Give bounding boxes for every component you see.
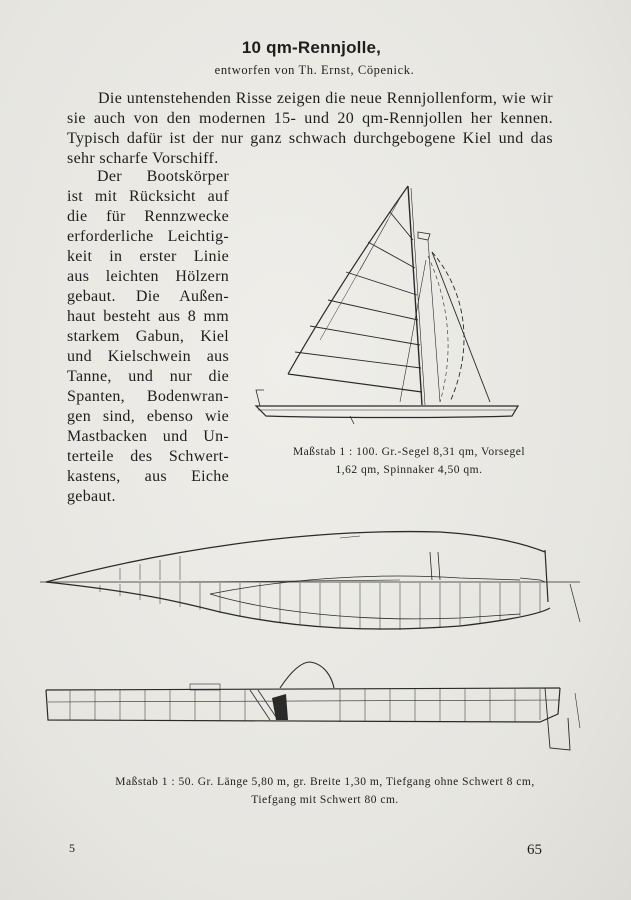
caption-line: Tiefgang mit Schwert 80 cm. xyxy=(251,794,399,806)
text-line: gebaut. xyxy=(67,488,116,505)
hull-profile-drawing xyxy=(40,658,600,763)
text-line: aus leichten Hölzern xyxy=(67,268,229,285)
hull-caption xyxy=(40,773,610,809)
caption-line: Maßstab 1 : 50. Gr. Länge 5,80 m, gr. Breite 1,30 m, Tiefgang ohne Schwert 8 cm, xyxy=(115,776,535,788)
text-line: gebaut. Die Außen- xyxy=(67,288,229,305)
sail-plan-caption xyxy=(244,443,574,479)
intro-paragraph: Die untenstehenden Risse zeigen die neue Rennjollenform, wie wir sie auch von den modernen 15- und 20 qm-Rennjollen her kennen. Typisch dafür ist der nur ganz schwach durchgebogene Kiel und das sehr scharfe Vorschiff. xyxy=(67,90,553,167)
text-line: haut besteht aus 8 mm xyxy=(67,308,229,325)
text-line: erforderliche Leichtig- xyxy=(67,228,229,245)
text-line: starkem Gabun, Kiel xyxy=(67,328,229,345)
text-line: und Kielschwein aus xyxy=(67,348,229,365)
hull-plan-drawing xyxy=(40,522,600,647)
construction-paragraph xyxy=(67,167,229,507)
article-title: 10 qm-Rennjolle, xyxy=(241,38,382,57)
caption-line: Maßstab 1 : 100. Gr.-Segel 8,31 qm, Vorsegel xyxy=(292,446,526,458)
text-line: die für Rennzwecke xyxy=(67,208,229,225)
caption-line: 1,62 qm, Spinnaker 4,50 qm. xyxy=(335,464,483,476)
text-line: kastens, aus Eiche xyxy=(67,468,229,485)
page-number: 65 xyxy=(527,842,542,858)
article-subtitle: entworfen von Th. Ernst, Cöpenick. xyxy=(214,63,415,77)
sail-plan-drawing xyxy=(250,180,540,425)
signature-mark: 5 xyxy=(69,841,75,855)
text-line: ist mit Rücksicht auf xyxy=(67,188,229,205)
text-line: Der Bootskörper xyxy=(97,168,229,185)
text-line: gen sind, ebenso wie xyxy=(67,408,229,425)
text-line: terteile des Schwert- xyxy=(67,448,229,465)
text-line: Spanten, Bodenwran- xyxy=(67,388,229,405)
text-line: Tanne, und nur die xyxy=(67,368,229,385)
text-line: keit in erster Linie xyxy=(67,248,229,265)
text-line: Mastbacken und Un- xyxy=(67,428,229,445)
